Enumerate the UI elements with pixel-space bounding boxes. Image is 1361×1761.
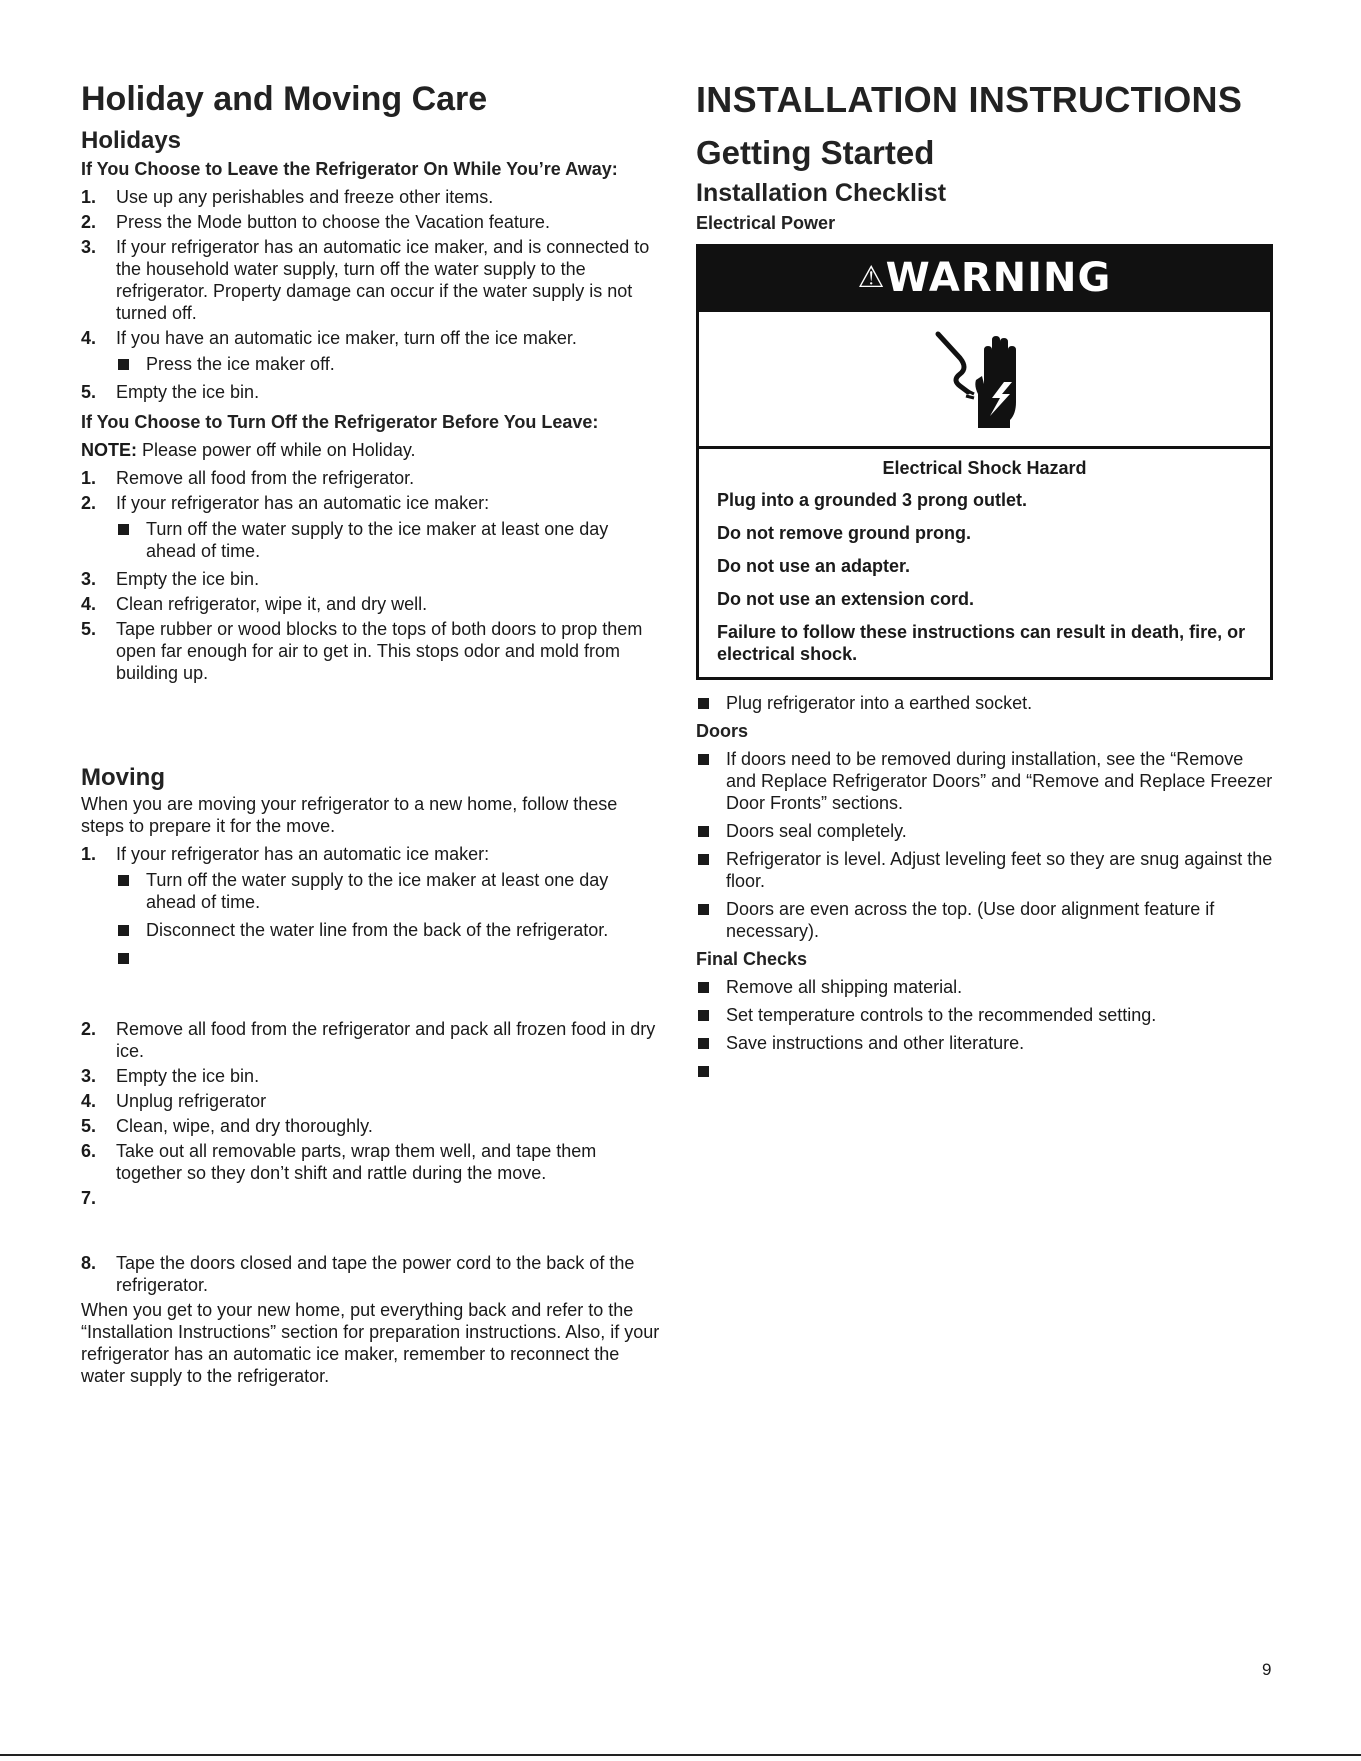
list-item — [81, 327, 661, 375]
warning-line: Failure to follow these instructions can result in death, fire, or electrical shock. — [717, 622, 1246, 664]
step-text: Use up any perishables and freeze other items. — [116, 187, 494, 207]
step-number: 8. — [81, 1253, 97, 1273]
step-text: If your refrigerator has an automatic ice maker: — [116, 844, 490, 864]
list-item — [81, 467, 661, 489]
list-item — [81, 618, 661, 684]
step-number: 4. — [81, 328, 97, 348]
step-text: Take out all removable parts, wrap them well, and tape them together so they don’t shift and rattle during the move. — [116, 1141, 597, 1183]
step-text: Remove all food from the refrigerator and pack all frozen food in dry ice. — [116, 1019, 656, 1061]
list-item — [81, 593, 661, 615]
moving-closing: When you get to your new home, put everything back and refer to the “Installation Instructions” section for preparation instructions. Also, if your refrigerator has an automatic ice maker, remember to reconnect the water supply to the refrigerator. — [81, 1300, 660, 1386]
bottom-divider — [0, 1754, 1361, 1756]
step-text: Empty the ice bin. — [116, 382, 260, 402]
step-text: Clean refrigerator, wipe it, and dry well. — [116, 594, 428, 614]
warning-line: Do not use an adapter. — [717, 556, 911, 576]
note — [81, 439, 661, 461]
step-number: 5. — [81, 382, 97, 402]
step-number: 3. — [81, 569, 97, 589]
sub-bullets — [116, 518, 661, 562]
electric-shock-hand-icon — [930, 324, 1040, 434]
step-number: 7. — [81, 1188, 97, 1208]
step-number: 2. — [81, 1019, 97, 1039]
heading-turn-off: If You Choose to Turn Off the Refrigerator Before You Leave: — [81, 412, 599, 432]
list-item — [81, 1252, 661, 1296]
list-item — [81, 1090, 661, 1112]
warning-label: WARNING — [885, 255, 1112, 301]
bullet-item: Set temperature controls to the recommended setting. — [696, 1004, 1276, 1026]
list-item — [81, 568, 661, 590]
list-item — [81, 1115, 661, 1137]
sub-bullets — [116, 869, 661, 969]
heading-holidays: Holidays — [81, 127, 182, 154]
heading-final-checks: Final Checks — [696, 949, 808, 969]
list-item — [81, 186, 661, 208]
warning-header — [699, 247, 1270, 309]
step-number: 4. — [81, 1091, 97, 1111]
step-number: 6. — [81, 1141, 97, 1161]
step-number: 1. — [81, 844, 97, 864]
warning-triangle-icon: ⚠ — [857, 260, 886, 295]
step-number: 4. — [81, 594, 97, 614]
step-number: 3. — [81, 237, 97, 257]
step-text: Empty the ice bin. — [116, 569, 260, 589]
bullet-item: Plug refrigerator into a earthed socket. — [696, 692, 1276, 714]
step-text: Empty the ice bin. — [116, 1066, 260, 1086]
list-item — [81, 211, 661, 233]
list-item — [81, 843, 661, 1015]
list-item — [81, 1065, 661, 1087]
bullet-item: Turn off the water supply to the ice maker at least one day ahead of time. — [116, 518, 661, 562]
step-number: 1. — [81, 187, 97, 207]
section-title-installation: INSTALLATION INSTRUCTIONS — [696, 79, 1243, 120]
bullet-item — [696, 1060, 1276, 1082]
warning-icon-area — [699, 309, 1270, 449]
step-text: Remove all food from the refrigerator. — [116, 468, 415, 488]
step-text: Clean, wipe, and dry thoroughly. — [116, 1116, 373, 1136]
page-number: 9 — [1262, 1660, 1272, 1679]
list-item — [81, 492, 661, 562]
left-column — [81, 78, 661, 1393]
bullet-item: Doors are even across the top. (Use door alignment feature if necessary). — [696, 898, 1276, 942]
note-text: Please power off while on Holiday. — [137, 440, 416, 460]
step-number: 2. — [81, 493, 97, 513]
leave-on-steps — [81, 186, 661, 403]
bullet-item: Save instructions and other literature. — [696, 1032, 1276, 1054]
step-number: 3. — [81, 1066, 97, 1086]
warning-body — [699, 449, 1270, 677]
final-checks-bullets — [696, 976, 1276, 1082]
heading-moving: Moving — [81, 764, 165, 791]
bullet-item — [116, 947, 661, 969]
bullet-item: Disconnect the water line from the back of the refrigerator. — [116, 919, 661, 941]
heading-installation-checklist: Installation Checklist — [696, 179, 947, 207]
section-title-holiday-moving: Holiday and Moving Care — [81, 80, 488, 118]
list-item — [81, 1187, 661, 1249]
step-number: 5. — [81, 619, 97, 639]
doors-bullets — [696, 748, 1276, 942]
heading-getting-started: Getting Started — [696, 134, 935, 171]
bullet-item: Turn off the water supply to the ice maker at least one day ahead of time. — [116, 869, 661, 913]
heading-electrical-power: Electrical Power — [696, 213, 836, 233]
heading-leave-on: If You Choose to Leave the Refrigerator On While You’re Away: — [81, 159, 618, 179]
warning-box — [696, 244, 1273, 680]
step-text: Tape rubber or wood blocks to the tops of both doors to prop them open far enough for air to get in. This stops odor and mold from building up. — [116, 619, 643, 683]
warning-line: Plug into a grounded 3 prong outlet. — [717, 490, 1027, 510]
step-text: If your refrigerator has an automatic ice maker: — [116, 493, 490, 513]
bullet-item: If doors need to be removed during installation, see the “Remove and Replace Refrigerator Doors” and “Remove and Replace Freezer Door Fronts” sections. — [696, 748, 1276, 814]
list-item — [81, 1140, 661, 1184]
warning-line: Do not remove ground prong. — [717, 523, 971, 543]
step-text: Unplug refrigerator — [116, 1091, 267, 1111]
step-text: If you have an automatic ice maker, turn off the ice maker. — [116, 328, 577, 348]
step-text: Tape the doors closed and tape the power cord to the back of the refrigerator. — [116, 1253, 635, 1295]
bullet-item: Press the ice maker off. — [116, 353, 661, 375]
bullet-item: Refrigerator is level. Adjust leveling feet so they are snug against the floor. — [696, 848, 1276, 892]
list-item — [81, 1018, 661, 1062]
bullet-item: Remove all shipping material. — [696, 976, 1276, 998]
step-text: If your refrigerator has an automatic ice maker, and is connected to the household water supply, turn off the water supply to the refrigerator. Property damage can occur if the water supply is not turned off. — [116, 237, 650, 323]
step-number: 1. — [81, 468, 97, 488]
moving-intro: When you are moving your refrigerator to a new home, follow these steps to prepare it for the move. — [81, 794, 618, 836]
bullet-item: Doors seal completely. — [696, 820, 1276, 842]
hazard-title: Electrical Shock Hazard — [882, 458, 1087, 478]
step-number: 5. — [81, 1116, 97, 1136]
warning-line: Do not use an extension cord. — [717, 589, 975, 609]
turn-off-steps — [81, 467, 661, 684]
heading-doors: Doors — [696, 721, 749, 741]
electrical-bullets — [696, 692, 1276, 714]
note-label: NOTE: — [81, 440, 137, 460]
list-item — [81, 236, 661, 324]
list-item — [81, 381, 661, 403]
step-number: 2. — [81, 212, 97, 232]
sub-bullets — [116, 353, 661, 375]
right-column — [696, 78, 1276, 1088]
moving-steps — [81, 843, 661, 1296]
step-text: Press the Mode button to choose the Vacation feature. — [116, 212, 550, 232]
